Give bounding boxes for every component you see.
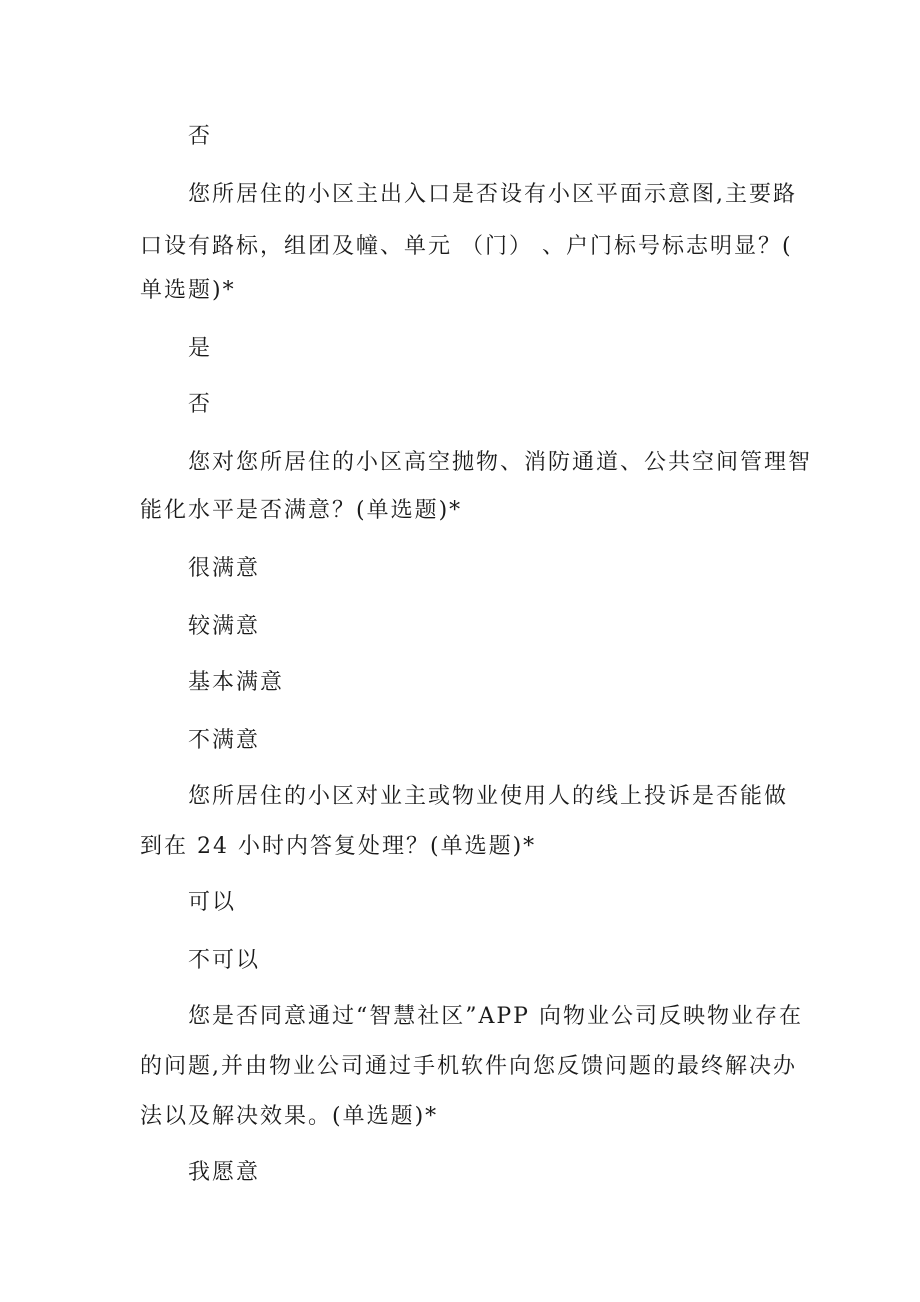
question-2-option-4: 不满意	[188, 728, 261, 753]
question-3-line-1: 您所居住的小区对业主或物业使用人的线上投诉是否能做	[188, 784, 789, 809]
question-4-line-2: 的问题,并由物业公司通过手机软件向您反馈问题的最终解决办	[140, 1054, 797, 1079]
question-2-option-2: 较满意	[188, 614, 261, 639]
question-2-line-1: 您对您所居住的小区高空抛物、消防通道、公共空间管理智	[188, 450, 813, 475]
question-2-option-3: 基本满意	[188, 670, 285, 695]
question-3-line-2: 到在 24 小时内答复处理？(单选题)*	[140, 834, 537, 859]
question-4-line-3: 法以及解决效果。(单选题)*	[140, 1104, 439, 1129]
question-1-line-1: 您所居住的小区主出入口是否设有小区平面示意图,主要路	[188, 182, 797, 207]
question-3-option-2: 不可以	[188, 948, 261, 973]
question-2-line-2: 能化水平是否满意？(单选题)*	[140, 498, 463, 523]
question-1-line-2: 口设有路标，组团及幢、单元 （门） 、户门标号标志明显？(	[140, 234, 793, 259]
question-1-line-3: 单选题)*	[140, 278, 236, 303]
question-4-line-1: 您是否同意通过“智慧社区”APP 向物业公司反映物业存在	[188, 1004, 803, 1029]
question-2-option-1: 很满意	[188, 556, 261, 581]
question-1-option-1: 是	[188, 336, 213, 361]
question-1-option-2: 否	[188, 392, 213, 417]
question-3-option-1: 可以	[188, 890, 237, 915]
option-text: 否	[188, 124, 213, 149]
question-4-option-1: 我愿意	[188, 1160, 261, 1185]
